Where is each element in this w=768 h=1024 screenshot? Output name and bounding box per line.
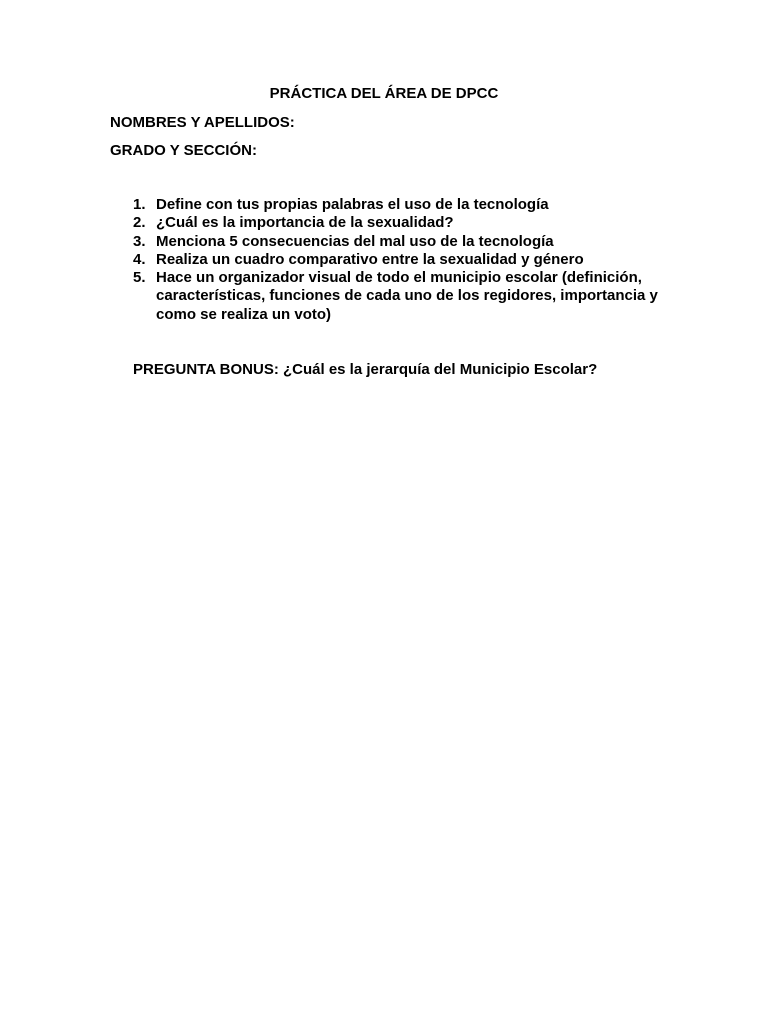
question-item-1	[133, 196, 693, 214]
question-number: 5.	[133, 269, 146, 287]
names-field-label: NOMBRES Y APELLIDOS:	[110, 114, 295, 131]
question-item-3	[133, 233, 693, 251]
grade-section-field-label: GRADO Y SECCIÓN:	[110, 142, 257, 159]
page-title: PRÁCTICA DEL ÁREA DE DPCC	[269, 85, 499, 102]
question-number: 3.	[133, 232, 146, 250]
bonus-question: PREGUNTA BONUS: ¿Cuál es la jerarquía del Municipio Escolar?	[133, 361, 598, 378]
question-item-4	[133, 251, 693, 269]
question-text: Realiza un cuadro comparativo entre la sexualidad y género	[156, 250, 584, 268]
question-number: 2.	[133, 214, 146, 232]
question-item-5	[133, 269, 693, 324]
question-text: Hace un organizador visual de todo el municipio escolar (definición, características, funciones de cada uno de los regidores, importancia y como se realiza un voto)	[156, 269, 658, 323]
question-text: Define con tus propias palabras el uso de la tecnología	[156, 196, 549, 213]
question-text: Menciona 5 consecuencias del mal uso de la tecnología	[156, 232, 554, 250]
question-list	[133, 196, 693, 324]
question-number: 4.	[133, 250, 146, 268]
question-text: ¿Cuál es la importancia de la sexualidad?	[156, 214, 454, 232]
question-item-2	[133, 214, 693, 232]
question-number: 1.	[133, 196, 146, 213]
